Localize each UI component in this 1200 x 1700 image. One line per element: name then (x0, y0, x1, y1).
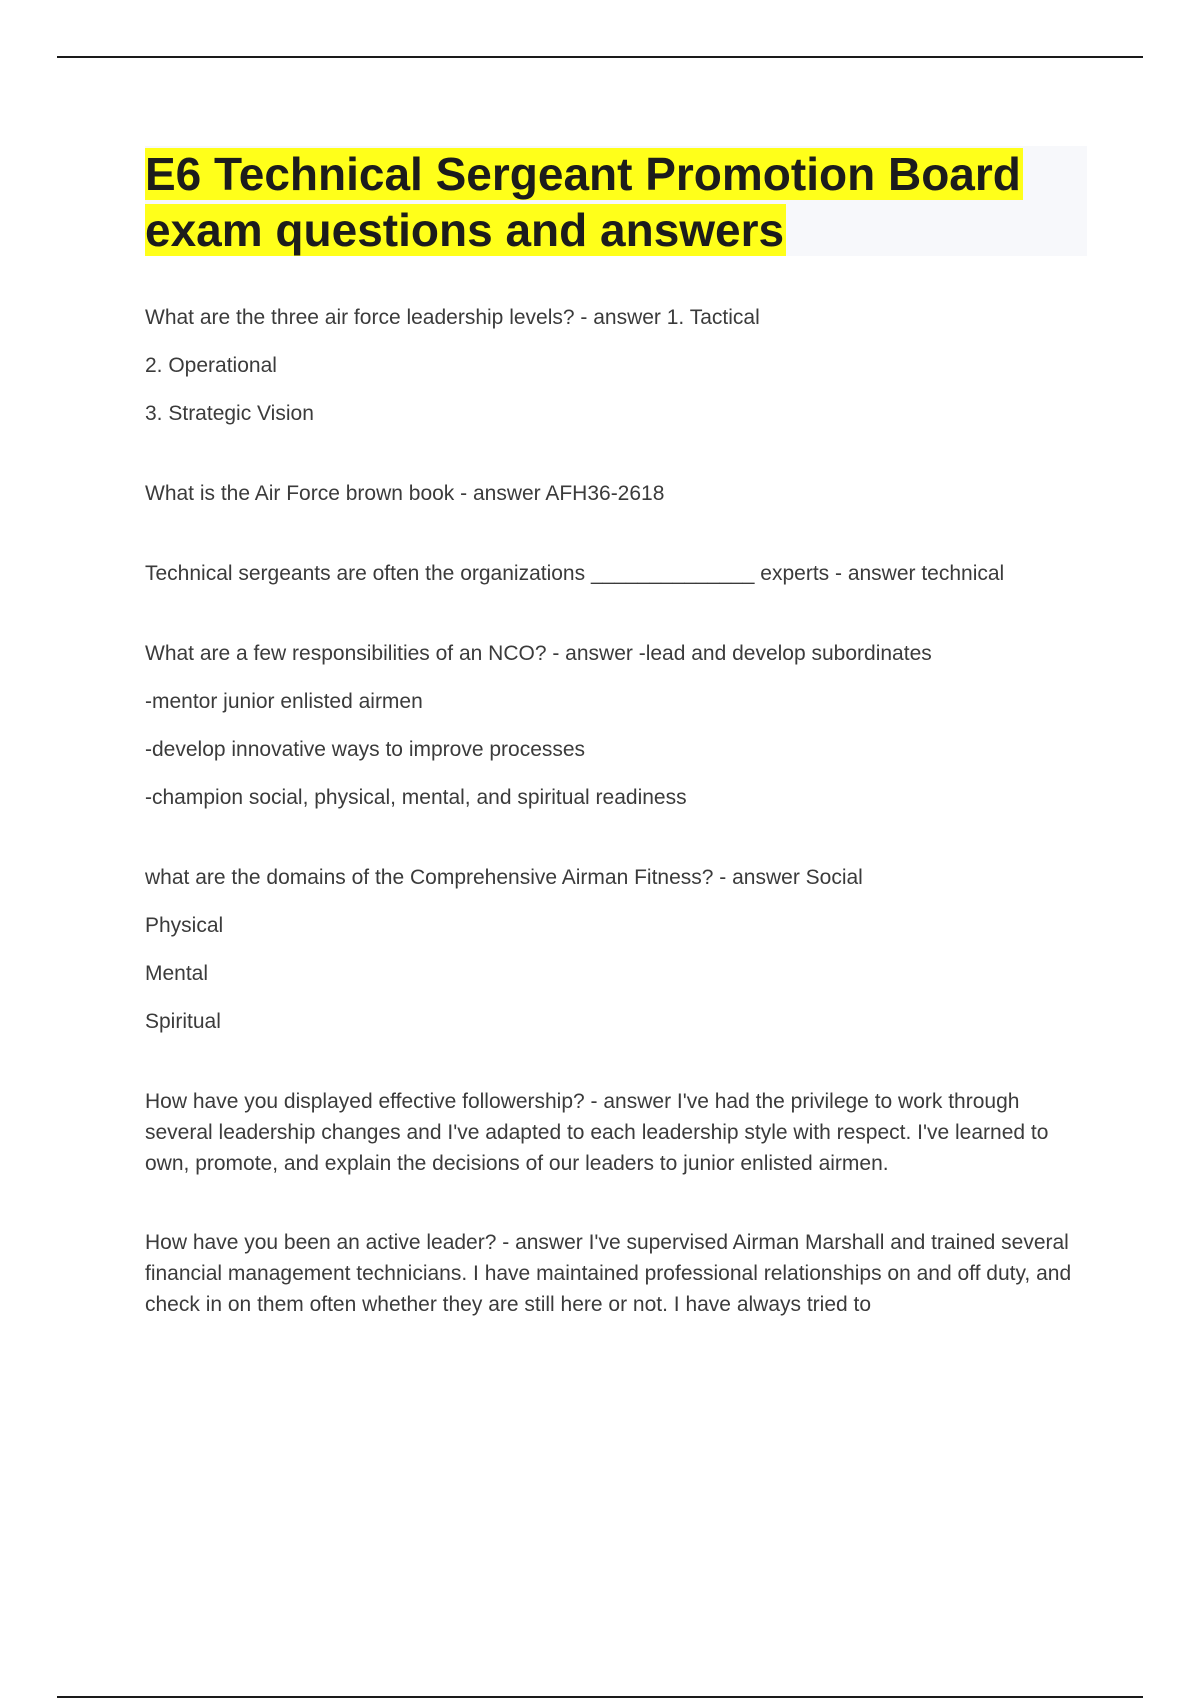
page-title (145, 146, 1087, 258)
question-paragraph: How have you been an active leader? - answer I've supervised Airman Marshall and trained several financial management technicians. I have maintained professional relationships on and off duty, and check in on them often whether they are still here or not. I have always tried to (145, 1231, 1072, 1316)
question-line: What are the three air force leadership levels? - answer 1. Tactical (145, 306, 760, 329)
answer-line: Mental (145, 962, 209, 985)
header-rule (57, 56, 1143, 58)
qa-item-brown-book (145, 478, 1085, 510)
answer-line: 3. Strategic Vision (145, 402, 314, 425)
qa-item-nco-responsibilities (145, 638, 1085, 814)
title-line-1: E6 Technical Sergeant Promotion Board (145, 148, 1021, 200)
footer-rule (57, 1696, 1143, 1698)
qa-item-followership (145, 1086, 1085, 1179)
qa-item-airman-fitness (145, 862, 1085, 1038)
answer-line: Spiritual (145, 1010, 221, 1033)
question-line: what are the domains of the Comprehensive Airman Fitness? - answer Social (145, 866, 863, 889)
qa-item-leadership-levels (145, 302, 1085, 430)
title-block (145, 146, 1087, 256)
qa-content (145, 302, 1085, 1368)
title-line-2: exam questions and answers (145, 204, 785, 256)
qa-item-technical-experts (145, 558, 1085, 590)
answer-line: -develop innovative ways to improve processes (145, 738, 586, 761)
question-paragraph: How have you displayed effective followership? - answer I've had the privilege to work through several leadership changes and I've adapted to each leadership style with respect. I've learned to own, promote, and explain the decisions of our leaders to junior enlisted airmen. (145, 1090, 1049, 1175)
question-line: What is the Air Force brown book - answer AFH36-2618 (145, 482, 665, 505)
answer-line: Physical (145, 914, 224, 937)
question-line: Technical sergeants are often the organizations ______________ experts - answer technical (145, 562, 1005, 585)
answer-line: 2. Operational (145, 354, 277, 377)
answer-line: -mentor junior enlisted airmen (145, 690, 423, 713)
qa-item-active-leader (145, 1227, 1085, 1320)
question-line: What are a few responsibilities of an NCO? - answer -lead and develop subordinates (145, 642, 932, 665)
answer-line: -champion social, physical, mental, and spiritual readiness (145, 786, 687, 809)
